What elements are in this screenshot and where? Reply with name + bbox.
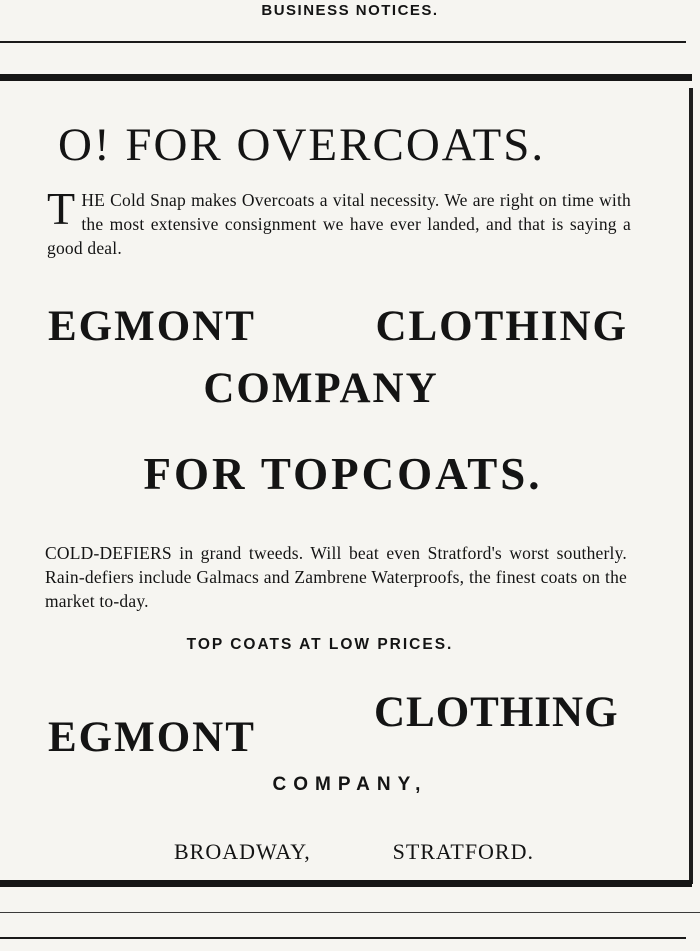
brand-word-company: COMPANY — [203, 365, 439, 412]
brand-bottom-clothing: CLOTHING — [374, 689, 619, 736]
address-town: STRATFORD. — [392, 839, 534, 864]
address-line — [174, 838, 534, 866]
section-header: BUSINESS NOTICES. — [261, 2, 439, 19]
brand-bottom-egmont: EGMONT — [48, 714, 256, 761]
bottom-faint-rule — [0, 912, 700, 913]
slogan: TOP COATS AT LOW PRICES. — [186, 636, 454, 653]
body-paragraph: COLD-DEFIERS in grand tweeds. Will beat even Stratford's worst southerly. Rain-defiers include Galmacs and Zambrene Waterproofs, the finest coats on the market to-day. — [45, 543, 627, 611]
brand-line-top — [48, 302, 628, 352]
advert-subheadline: FOR TOPCOATS. — [143, 449, 543, 499]
intro-paragraph — [47, 183, 631, 260]
footer-rule — [0, 937, 686, 939]
brand-bottom-company: COMPANY, — [272, 774, 428, 795]
right-border-rule — [689, 88, 693, 884]
top-border-bar — [0, 74, 692, 81]
bottom-border-bar — [0, 880, 692, 887]
brand-word-egmont: EGMONT — [48, 303, 256, 350]
brand-word-clothing: CLOTHING — [375, 303, 628, 350]
advert-headline: O! FOR OVERCOATS. — [58, 119, 546, 171]
address-street: BROADWAY, — [174, 839, 311, 864]
drop-cap: T — [47, 183, 76, 234]
header-rule — [0, 41, 686, 43]
intro-text: HE Cold Snap makes Overcoats a vital necessity. We are right on time with the most extensive consignment we have ever landed, and that is saying a good deal. — [47, 190, 631, 258]
